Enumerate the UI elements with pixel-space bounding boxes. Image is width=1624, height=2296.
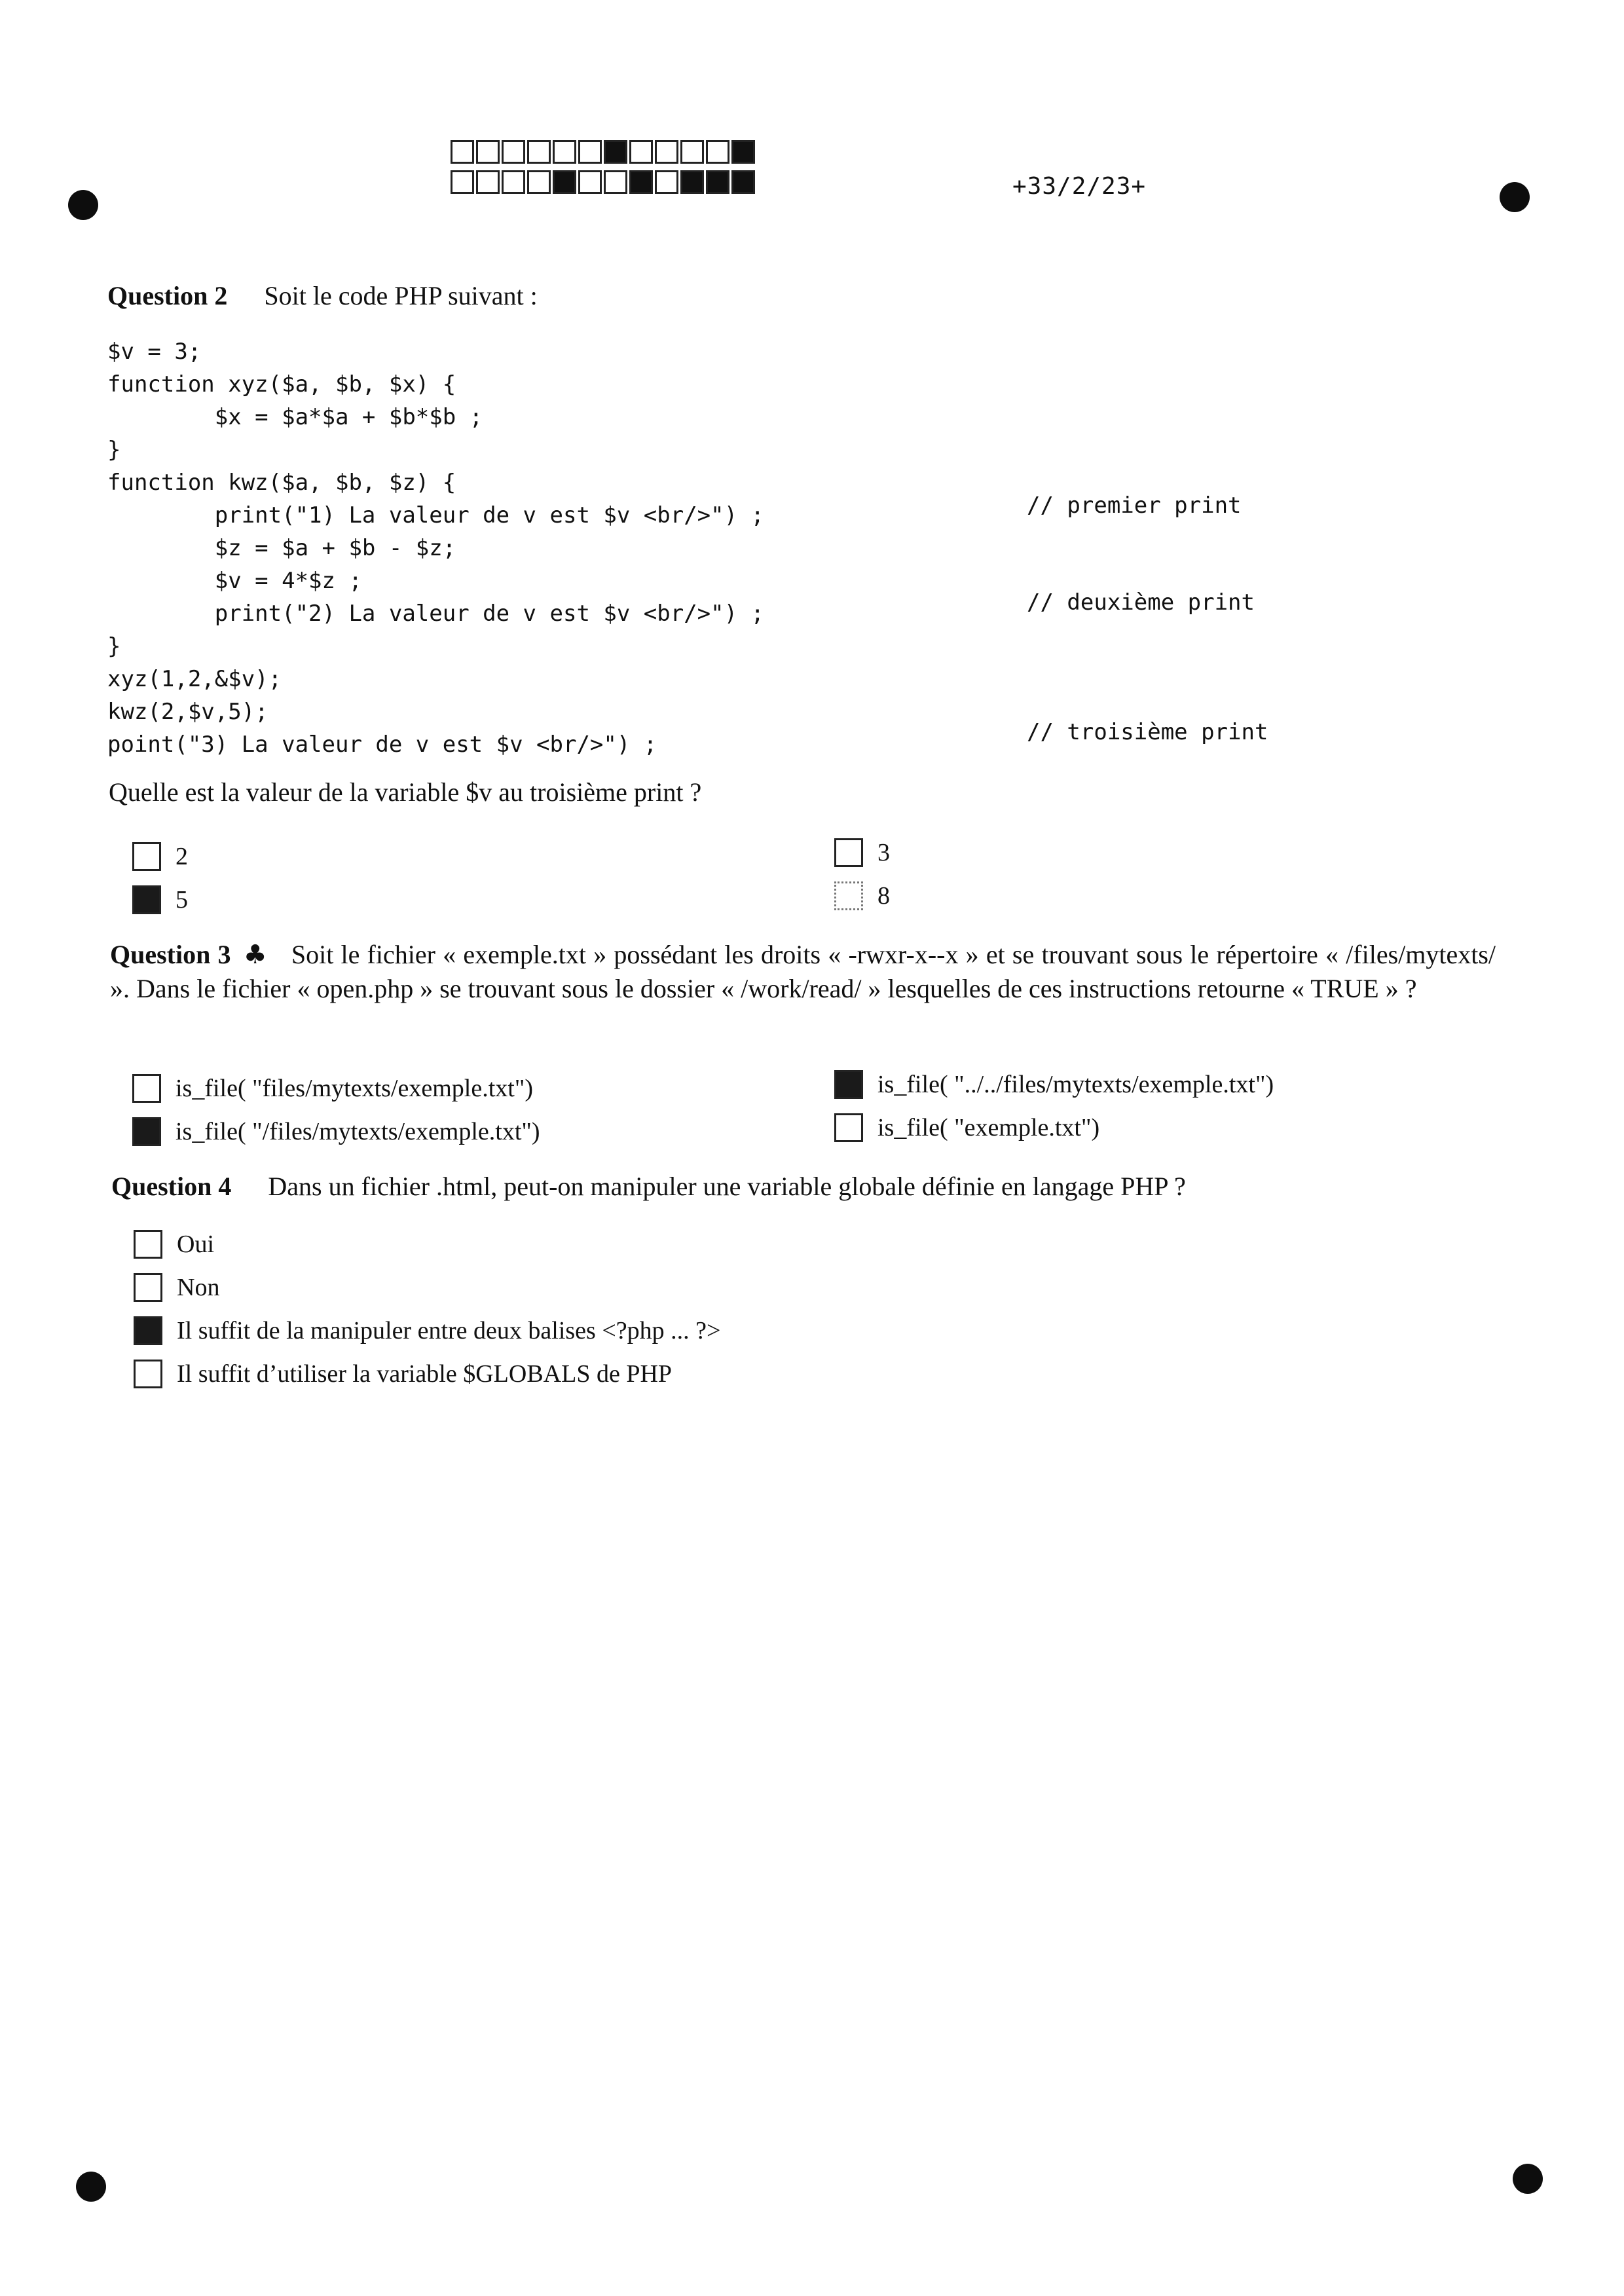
answer-option[interactable] [834, 1070, 1274, 1099]
barcode-cell [655, 140, 678, 164]
barcode-cell [629, 140, 653, 164]
answer-option[interactable] [834, 1113, 1099, 1142]
barcode-row [451, 140, 757, 164]
barcode-cell [731, 140, 755, 164]
question-label: Question 3 [110, 940, 231, 969]
barcode-cell [502, 170, 525, 194]
barcode-cell [527, 140, 551, 164]
answer-label: is_file( "../../files/mytexts/exemple.txt") [877, 1071, 1274, 1098]
question-label: Question 2 [107, 281, 228, 310]
answer-checkbox[interactable] [134, 1230, 162, 1259]
question-label: Question 4 [111, 1172, 232, 1201]
registration-mark-bottom-right [1513, 2164, 1543, 2194]
barcode-cell [527, 170, 551, 194]
answer-checkbox[interactable] [834, 838, 863, 867]
answer-checkbox[interactable] [834, 1113, 863, 1142]
barcode-cell [604, 170, 627, 194]
question-body: Soit le fichier « exemple.txt » possédant les droits « -rwxr-x--x » et se trouvant sous le répertoire « /files/mytexts/ ». Dans le fichier « open.php » se trouvant sous le dossier « /work/read/ » lesquelles de ces instructions retourne « TRUE » ? [110, 940, 1496, 1003]
barcode-cell [731, 170, 755, 194]
barcode-cell [476, 170, 500, 194]
question-4-heading [111, 1171, 1186, 1202]
barcode-cell [655, 170, 678, 194]
barcode-cell [502, 140, 525, 164]
answer-option[interactable] [134, 1316, 720, 1345]
club-icon: ♣ [243, 940, 268, 970]
answer-checkbox[interactable] [134, 1316, 162, 1345]
question-2-heading [107, 280, 538, 311]
answer-option[interactable] [132, 1074, 533, 1103]
answer-checkbox[interactable] [132, 1074, 161, 1103]
answer-option[interactable] [132, 842, 188, 871]
answer-label: Oui [177, 1231, 214, 1258]
php-code-block: $v = 3; function xyz($a, $b, $x) { $x = $a*$a + $b*$b ; } function kwz($a, $b, $z) { print("1) La valeur de v est $v <br/>") ; $z = $a + $b - $z; $v = 4*$z ; print("2) La valeur de v est $v <br/>") ; } xyz(1,2,&$v); kwz(2,$v,5); point("3) La valeur de v est $v <br/>") ; [107, 339, 765, 758]
barcode-cell [604, 140, 627, 164]
answer-label: is_file( "exemple.txt") [877, 1114, 1100, 1141]
answer-checkbox[interactable] [132, 1117, 161, 1146]
code-comment-first-print: // premier print [1027, 492, 1242, 519]
page-barcode [451, 140, 757, 194]
barcode-row [451, 170, 757, 194]
answer-label: Il suffit d’utiliser la variable $GLOBALS de PHP [177, 1360, 673, 1388]
answer-checkbox[interactable] [834, 881, 863, 910]
answer-label: 3 [877, 839, 890, 866]
barcode-cell [553, 170, 576, 194]
answer-label: 8 [877, 882, 890, 910]
answer-checkbox[interactable] [134, 1273, 162, 1302]
barcode-cell [578, 140, 602, 164]
barcode-cell [476, 140, 500, 164]
registration-mark-top-left [68, 190, 98, 220]
answer-checkbox[interactable] [132, 885, 161, 914]
answer-option[interactable] [834, 881, 890, 910]
answer-option[interactable] [134, 1273, 219, 1302]
barcode-cell [629, 170, 653, 194]
question-2-prompt: Quelle est la valeur de la variable $v au troisième print ? [109, 777, 702, 807]
question-intro: Soit le code PHP suivant : [264, 281, 538, 310]
barcode-cell [451, 170, 474, 194]
code-comment-second-print: // deuxième print [1027, 589, 1255, 616]
barcode-cell [451, 140, 474, 164]
question-3-text [110, 938, 1496, 1006]
barcode-cell [553, 140, 576, 164]
answer-option[interactable] [132, 885, 188, 914]
registration-mark-top-right [1500, 182, 1530, 212]
question-body: Dans un fichier .html, peut-on manipuler une variable globale définie en langage PHP ? [268, 1172, 1186, 1201]
barcode-cell [578, 170, 602, 194]
barcode-cell [706, 170, 729, 194]
answer-label: Il suffit de la manipuler entre deux balises <?php ... ?> [177, 1317, 721, 1344]
answer-label: is_file( "/files/mytexts/exemple.txt") [175, 1118, 540, 1145]
answer-label: 2 [175, 843, 188, 870]
answer-option[interactable] [132, 1117, 540, 1146]
answer-label: is_file( "files/mytexts/exemple.txt") [175, 1075, 534, 1102]
barcode-cell [680, 140, 704, 164]
answer-checkbox[interactable] [134, 1360, 162, 1388]
answer-checkbox[interactable] [132, 842, 161, 871]
page-id: +33/2/23+ [1012, 173, 1147, 200]
answer-option[interactable] [134, 1360, 672, 1388]
registration-mark-bottom-left [76, 2172, 106, 2202]
answer-checkbox[interactable] [834, 1070, 863, 1099]
barcode-cell [680, 170, 704, 194]
answer-option[interactable] [134, 1230, 214, 1259]
code-comment-third-print: // troisième print [1027, 719, 1268, 745]
answer-label: Non [177, 1274, 220, 1301]
answer-option[interactable] [834, 838, 890, 867]
barcode-cell [706, 140, 729, 164]
answer-label: 5 [175, 886, 188, 914]
